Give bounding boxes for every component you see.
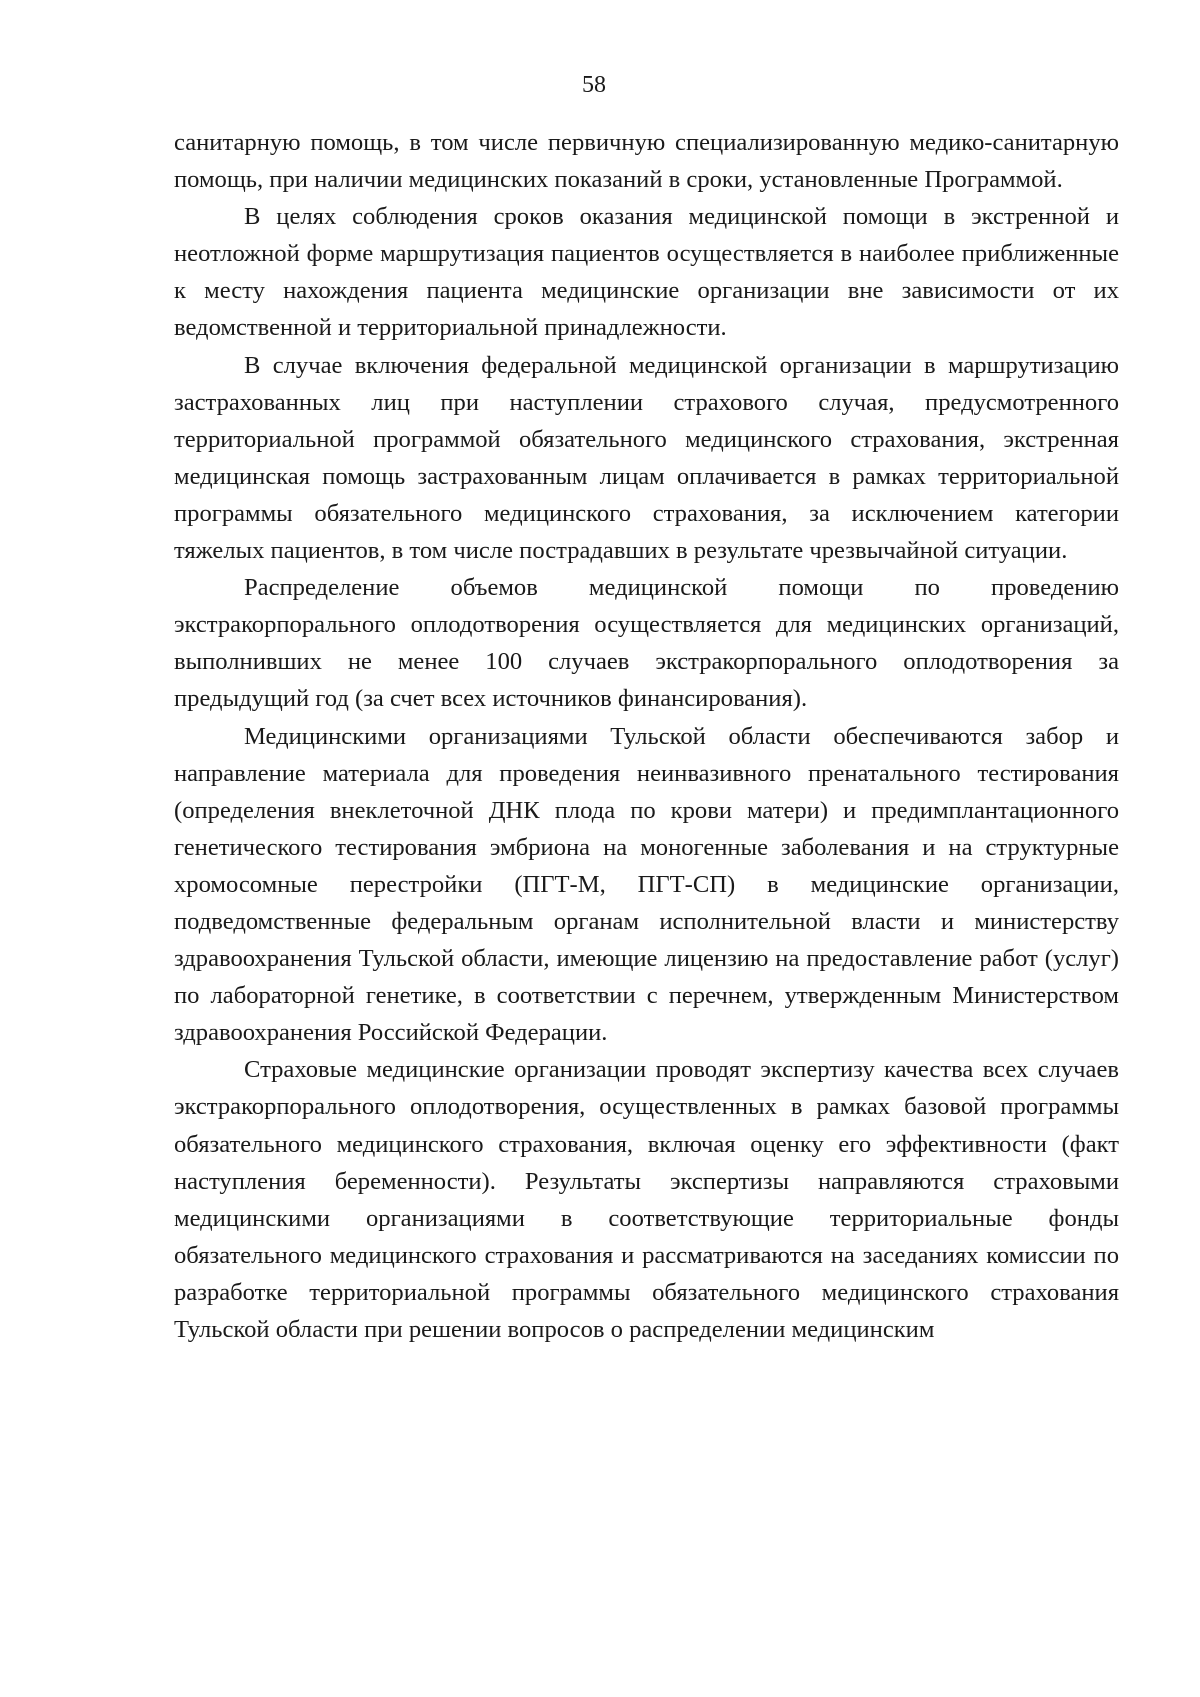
paragraph-federal-organization: В случае включения федеральной медицинской организации в маршрутизацию застрахованных лиц при наступлении страхового случая, предусмотренного территориальной программой обязательного медицинского страхования, экстренная медицинская помощь застрахованным лицам оплачивается в рамках территориальной программы обязательного медицинского страхования, за исключением категории тяжелых пациентов, в том числе пострадавших в результате чрезвычайной ситуации. (174, 351, 1119, 565)
paragraph-continued: санитарную помощь, в том числе первичную специализированную медико-санитарную помощь, при наличии медицинских показаний в сроки, установленные Программой. (174, 129, 1119, 194)
document-body (174, 124, 1119, 1348)
page-number: 58 (582, 72, 606, 98)
paragraph-genetic-testing: Медицинскими организациями Тульской области обеспечиваются забор и направление материала для проведения неинвазивного пренатального тестирования (определения внеклеточной ДНК плода по крови матери) и предимплантационного генетического тестирования эмбриона на моногенные заболевания и на структурные хромосомные перестройки (ПГТ-М, ПГТ-СП) в медицинские организации, подведомственные федеральным органам исполнительной власти и министерству здравоохранения Тульской области, имеющие лицензию на предоставление работ (услуг) по лабораторной генетике, в соответствии с перечнем, утвержденным Министерством здравоохранения Российской Федерации. (174, 722, 1119, 1047)
paragraph-ivf-distribution: Распределение объемов медицинской помощи по проведению экстракорпорального оплодотворения осуществляется для медицинских организаций, выполнивших не менее 100 случаев экстракорпорального оплодотворения за предыдущий год (за счет всех источников финансирования). (174, 574, 1119, 713)
paragraph-emergency-routing: В целях соблюдения сроков оказания медицинской помощи в экстренной и неотложной форме маршрутизация пациентов осуществляется в наиболее приближенные к месту нахождения пациента медицинские организации вне зависимости от их ведомственной и территориальной принадлежности. (174, 203, 1119, 342)
paragraph-insurance-expertise: Страховые медицинские организации проводят экспертизу качества всех случаев экстракорпорального оплодотворения, осуществленных в рамках базовой программы обязательного медицинского страхования, включая оценку его эффективности (факт наступления беременности). Результаты экспертизы направляются страховыми медицинскими организациями в соответствующие территориальные фонды обязательного медицинского страхования и рассматриваются на заседаниях комиссии по разработке территориальной программы обязательного медицинского страхования Тульской области при решении вопросов о распределении медицинским (174, 1056, 1119, 1343)
